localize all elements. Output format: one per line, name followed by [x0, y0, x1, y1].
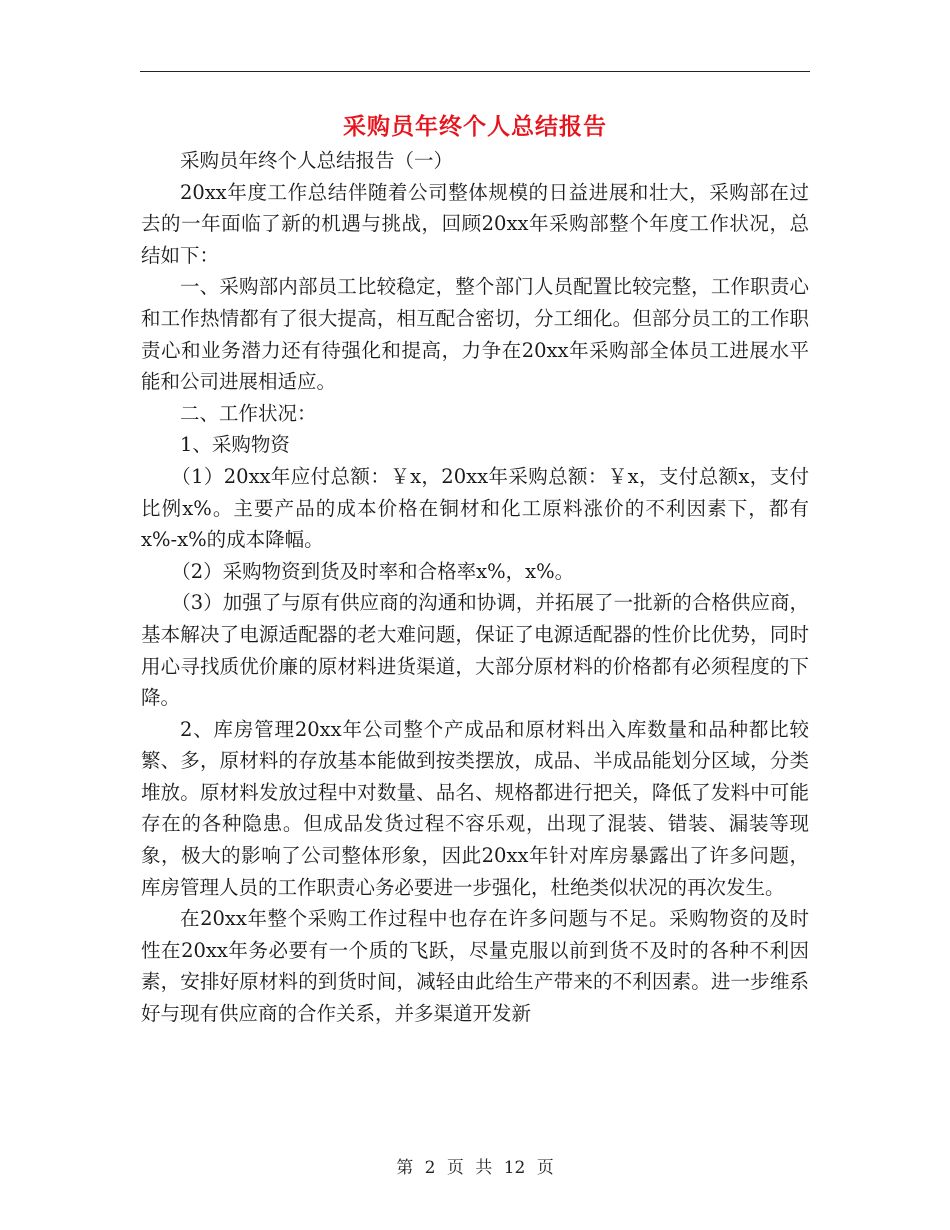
paragraph: （1）20xx年应付总额：￥x，20xx年采购总额：￥x，支付总额x，支付比例x%。主要产品的成本价格在铜材和化工原料涨价的不利因素下，都有x%-x%的成本降幅。	[141, 464, 809, 552]
paragraph: 一、采购部内部员工比较稳定，整个部门人员配置比较完整，工作职责心和工作热情都有了很大提高，相互配合密切，分工细化。但部分员工的工作职责心和业务潜力还有待强化和提高，力争在20xx年采购部全体员工进展水平能和公司进展相适应。	[141, 275, 809, 394]
paragraph: 1、采购物资	[180, 433, 290, 457]
paragraph: （2）采购物资到货及时率和合格率x%，x%。	[171, 559, 575, 583]
document-body	[141, 145, 809, 1030]
document-title: 采购员年终个人总结报告	[343, 113, 607, 140]
header-rule	[140, 71, 810, 72]
page-number-footer: 第 2 页 共 12 页	[396, 1158, 554, 1178]
paragraph: 20xx年度工作总结伴随着公司整体规模的日益进展和壮大，采购部在过去的一年面临了新的机遇与挑战，回顾20xx年采购部整个年度工作状况，总结如下：	[141, 180, 809, 267]
paragraph: 在20xx年整个采购工作过程中也存在许多问题与不足。采购物资的及时性在20xx年务必要有一个质的飞跃，尽量克服以前到货不及时的各种不利因素，安排好原材料的到货时间，减轻由此给生产带来的不利因素。进一步维系好与现有供应商的合作关系，并多渠道开发新	[141, 907, 809, 1026]
paragraph: 2、库房管理20xx年公司整个产成品和原材料出入库数量和品种都比较繁、多，原材料的存放基本能做到按类摆放，成品、半成品能划分区域，分类堆放。原材料发放过程中对数量、品名、规格都进行把关，降低了发料中可能存在的各种隐患。但成品发货过程不容乐观，出现了混装、错装、漏装等现象，极大的影响了公司整体形象，因此20xx年针对库房暴露出了许多问题，库房管理人员的工作职责心务必要进一步强化，杜绝类似状况的再次发生。	[141, 717, 809, 899]
paragraph: （3）加强了与原有供应商的沟通和协调，并拓展了一批新的合格供应商，基本解决了电源适配器的老大难问题，保证了电源适配器的性价比优势，同时用心寻找质优价廉的原材料进货渠道，大部分原材料的价格都有必须程度的下降。	[141, 591, 809, 710]
paragraph: 采购员年终个人总结报告（一）	[180, 149, 454, 172]
paragraph: 二、工作状况：	[180, 401, 317, 425]
